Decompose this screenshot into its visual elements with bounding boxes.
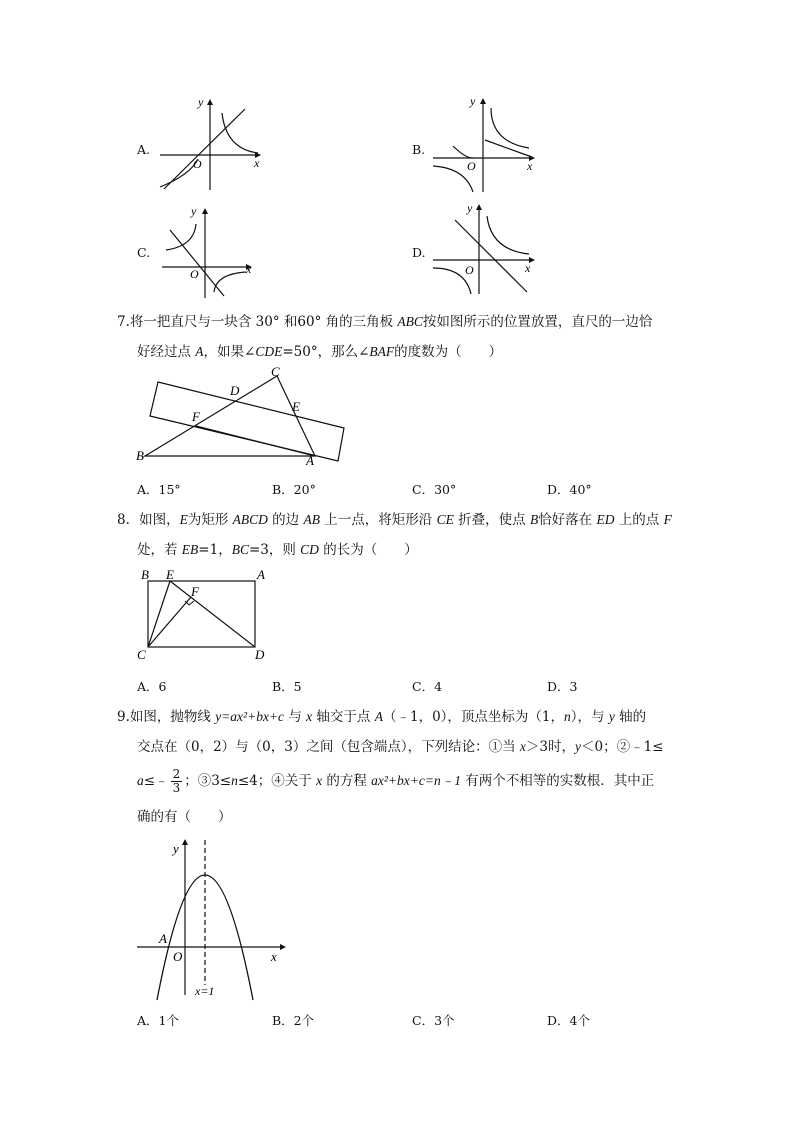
q7-option-c[interactable]: C．30° xyxy=(412,482,457,497)
q8-var: ED xyxy=(596,512,615,527)
q6b-y: y xyxy=(470,94,476,108)
q9-label-a: A xyxy=(159,931,167,946)
q7-label-d: D xyxy=(230,383,240,398)
q8-figure xyxy=(135,566,275,666)
q8-label-a: A xyxy=(257,567,265,582)
q8-text: =3，则 xyxy=(248,542,301,558)
q9-var: x xyxy=(519,739,526,754)
q7-label-c: C xyxy=(271,364,280,379)
q7-text: =50°，那么∠ xyxy=(282,344,370,360)
q6-graph-a xyxy=(150,95,265,195)
q9-var: n xyxy=(564,709,571,724)
q7-option-b[interactable]: B．20° xyxy=(272,482,316,497)
q9-line-1 xyxy=(117,707,646,727)
q9-fraction-numerator: 2 xyxy=(172,767,181,781)
q7-number: 7. xyxy=(117,314,130,330)
q7-option-a[interactable]: A．15° xyxy=(137,482,181,497)
q7-text: 按如图所示的位置放置，直尺的一边恰 xyxy=(422,314,653,330)
q6-graph-b xyxy=(425,92,540,197)
q8-var: EB xyxy=(181,542,199,557)
q6-graph-c xyxy=(150,200,265,300)
q7-text: 的度数为（ ） xyxy=(394,344,503,360)
q8-line-2 xyxy=(137,540,418,560)
q9-text: ≤4；④关于 xyxy=(237,773,317,789)
q6-option-d-label: D. xyxy=(412,245,426,260)
q7-text: ，如果∠ xyxy=(203,344,256,360)
q8-var: ABCD xyxy=(232,512,268,527)
q9-text: 确的有（ ） xyxy=(137,809,232,825)
q7-label-b: B xyxy=(136,448,144,463)
q6a-o: O xyxy=(193,157,202,171)
q6c-y: y xyxy=(191,204,197,218)
q9-line-2 xyxy=(137,737,664,757)
q8-var: CE xyxy=(436,512,454,527)
q8-text: 处，若 xyxy=(137,542,182,558)
q9-line-3 xyxy=(137,766,654,796)
q8-label-c: C xyxy=(137,647,146,662)
q9-text: ≤﹣ xyxy=(143,773,169,789)
q9-var: y xyxy=(608,709,615,724)
q6b-x: x xyxy=(527,159,533,173)
q6-option-a-label: A. xyxy=(137,142,151,157)
q6c-x: x xyxy=(246,262,252,276)
q9-text: ＜0；②﹣1≤ xyxy=(581,739,664,755)
rectangle-abcd xyxy=(148,581,255,647)
q8-number: 8． xyxy=(117,512,140,528)
q9-label-x: x xyxy=(271,949,277,964)
q7-label-f: F xyxy=(192,409,200,424)
q9-text: 轴交于点 xyxy=(312,709,375,725)
q7-var-cde: CDE xyxy=(255,344,283,359)
q8-var: B xyxy=(529,512,539,527)
q7-line-1 xyxy=(117,312,652,332)
q9-line-4 xyxy=(137,807,232,827)
q8-text: 恰好落在 xyxy=(538,512,597,528)
q9-text: 如图，抛物线 xyxy=(129,709,216,725)
q8-var: BC xyxy=(231,542,249,557)
q8-text: =1， xyxy=(198,542,232,558)
q9-var: y xyxy=(575,739,581,754)
q9-figure xyxy=(135,835,295,1005)
q7-option-d[interactable]: D．40° xyxy=(547,482,592,497)
q9-var: n xyxy=(231,773,238,788)
q9-text: 交点在（0，2）与（0，3）之间（包含端点），下列结论：①当 xyxy=(137,739,520,755)
q9-text: 有两个不相等的实数根．其中正 xyxy=(461,773,655,789)
q6a-y: y xyxy=(198,95,204,109)
q8-text: 为矩形 xyxy=(187,512,233,528)
q8-label-e: E xyxy=(166,567,174,582)
q7-label-e: E xyxy=(292,399,300,414)
q8-text: 折叠，使点 xyxy=(453,512,530,528)
q9-equation: y=ax²+bx+c xyxy=(215,709,285,724)
q7-text: 将一把直尺与一块含 30° 和60° 角的三角板 xyxy=(129,314,398,330)
q9-text: 轴的 xyxy=(614,709,647,725)
q7-var-abc: ABC xyxy=(397,314,423,329)
q9-option-d[interactable]: D．4个 xyxy=(547,1013,590,1028)
q7-line-2 xyxy=(137,342,502,362)
q9-axis-label: x=1 xyxy=(195,984,215,998)
q8-text: 的长为（ ） xyxy=(318,542,418,558)
q9-text: （﹣1，0），顶点坐标为（1， xyxy=(382,709,565,725)
q9-var: A xyxy=(374,709,383,724)
q9-text: 与 xyxy=(284,709,307,725)
q9-text: ；③3≤ xyxy=(184,773,232,789)
q6c-o: O xyxy=(190,267,199,281)
q6-option-c-label: C. xyxy=(137,245,151,260)
q8-option-a[interactable]: A．6 xyxy=(137,679,167,694)
q9-option-c[interactable]: C．3个 xyxy=(412,1013,455,1028)
q8-label-d: D xyxy=(255,647,265,662)
q8-var: AB xyxy=(303,512,320,527)
q9-label-y: y xyxy=(173,841,179,856)
q8-label-f: F xyxy=(191,584,199,599)
q9-text: ＞3时， xyxy=(525,739,575,755)
q6-option-b-label: B. xyxy=(412,142,426,157)
q8-label-b: B xyxy=(141,567,149,582)
q6d-x: x xyxy=(525,261,531,275)
q8-text: 如图， xyxy=(139,512,180,528)
q8-var: E xyxy=(179,512,188,527)
q9-equation: ax²+bx+c=n﹣1 xyxy=(371,773,462,788)
q9-option-b[interactable]: B．2个 xyxy=(272,1013,315,1028)
q8-text: 上一点，将矩形沿 xyxy=(319,512,437,528)
q9-option-a[interactable]: A．1个 xyxy=(137,1013,179,1028)
q6d-y: y xyxy=(467,201,473,215)
q8-line-1 xyxy=(117,510,672,530)
q9-text: 的方程 xyxy=(322,773,372,789)
q9-var: a xyxy=(137,773,144,788)
q9-label-o: O xyxy=(173,949,183,964)
q9-fraction-denominator: 3 xyxy=(172,781,181,795)
q7-label-a: A xyxy=(306,453,314,468)
q7-figure xyxy=(130,364,355,469)
q9-var: x xyxy=(306,709,313,724)
q8-text: 上的点 xyxy=(614,512,664,528)
q6b-o: O xyxy=(467,159,476,173)
q7-var-baf: BAF xyxy=(369,344,395,359)
q8-var: F xyxy=(663,512,672,527)
q8-option-d[interactable]: D．3 xyxy=(547,679,578,694)
q9-var: x xyxy=(316,773,323,788)
q9-text: ），与 xyxy=(570,709,609,725)
q9-number: 9. xyxy=(117,709,130,725)
q6a-x: x xyxy=(254,156,260,170)
q6-graph-d xyxy=(425,198,540,298)
q8-text: 的边 xyxy=(267,512,304,528)
q6d-o: O xyxy=(465,263,474,277)
q8-option-b[interactable]: B．5 xyxy=(272,679,302,694)
q9-fraction xyxy=(171,768,183,795)
q7-text: 好经过点 xyxy=(137,344,196,360)
q8-var: CD xyxy=(300,542,319,557)
q7-var-a: A xyxy=(195,344,204,359)
q8-option-c[interactable]: C．4 xyxy=(412,679,443,694)
